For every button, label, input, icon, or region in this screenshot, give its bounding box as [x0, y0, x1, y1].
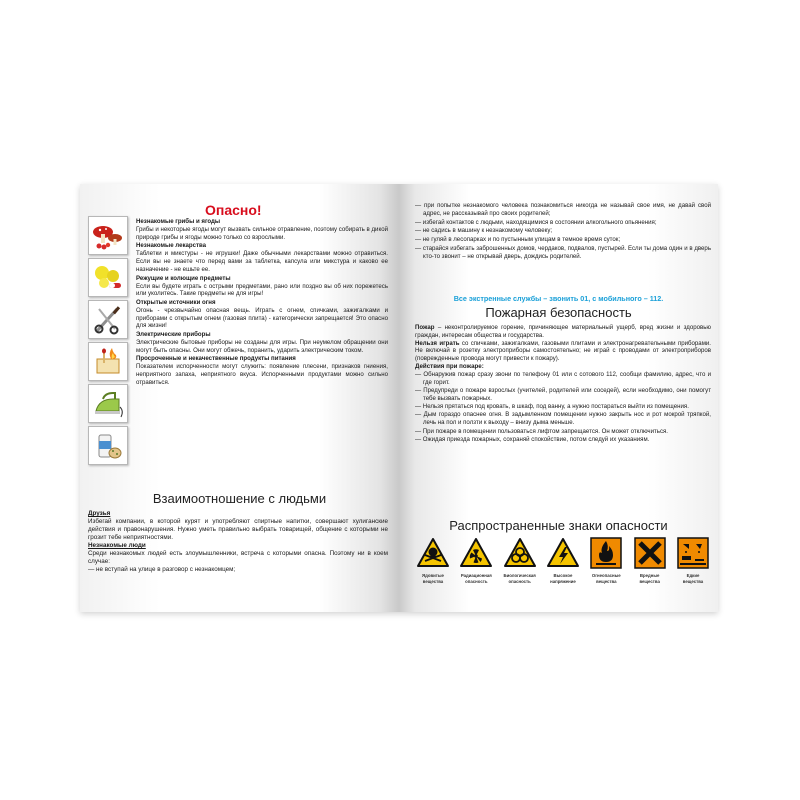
- radiation-icon: [459, 537, 493, 569]
- relations-heading: Взаимоотношение с людьми: [152, 491, 327, 506]
- list-item: — При пожаре в помещении пользоваться лифтом запрещается. Он может отключиться.: [415, 427, 668, 435]
- hazard-signs-row: [413, 537, 713, 584]
- mushroom-berries-icon: [88, 216, 128, 255]
- iron-appliance-icon: [88, 384, 128, 423]
- list-item: — Предупреди о пожаре взрослых (учителей, родителей или соседей), если необходимо, они помогут тебе вызвать пожарных.: [415, 387, 711, 402]
- hazard-signs-heading: Распространенные знаки опасности: [449, 518, 668, 533]
- fire-definition-term: Пожар: [415, 324, 435, 331]
- strangers-text: Среди незнакомых людей есть злоумышленники, встреча с которыми опасна. Поэтому ни в коем случае:: [88, 550, 388, 565]
- flammable-icon: [589, 537, 623, 569]
- sign-label-line: Едкие: [686, 573, 700, 578]
- fire-no-play: [415, 340, 711, 363]
- danger-item: [136, 218, 388, 241]
- danger-item-text: Показателем испорченности могут служить: появление плесени, признаков гниения, неприятного запаха, неприятного вкуса. Испорченными продуктами можно сильно отравиться.: [136, 363, 388, 386]
- sign-label-line: Радиационная: [460, 573, 492, 578]
- fire-no-play-text: со спичками, зажигалками, газовыми плитами и электронагревательными приборами. Не включай в розетку электроприборы самостоятельно; не играй с проводами от электроприборов (поврежденные провода могут привести к пожару).: [415, 339, 711, 363]
- danger-item: [136, 355, 388, 386]
- danger-item: [136, 299, 388, 330]
- sign-label-line: напряжение: [550, 578, 576, 584]
- list-item: — старайся избегать заброшенных домов, чердаков, подвалов, пустырей. Если ты дома один и в дверь кто-то звонит – не открывай дверь, дождись родителей.: [415, 244, 711, 260]
- danger-item-title: Открытые источники огня: [136, 298, 216, 306]
- high-voltage-icon: [546, 537, 580, 569]
- sign-label-line: вещества: [422, 578, 444, 584]
- fire-no-play-term: Нельзя играть: [415, 339, 460, 347]
- book-spread: [80, 184, 718, 612]
- sign-label-line: вещества: [596, 578, 617, 584]
- strangers-rules-list: [415, 202, 711, 262]
- sign-label-line: вещества: [682, 578, 704, 584]
- hazard-sign: [586, 537, 626, 584]
- fire-safety-section: [415, 324, 711, 444]
- danger-item-title: Незнакомые лекарства: [136, 242, 207, 250]
- danger-item-title: Просроченные и некачественные продукты питания: [136, 355, 296, 363]
- list-item: — не гуляй в лесопарках и по пустынным улицам в темное время суток;: [415, 236, 621, 244]
- left-page: [80, 184, 399, 612]
- pills-icon: [88, 258, 128, 297]
- friends-text: Избегай компании, в которой курят и употребляют спиртные напитки, совершают хулиганские действия и правонарушения. Нужно уметь правильно выбрать товарищей, общение с которыми не грозит тебе неприятностями.: [88, 518, 388, 541]
- page-title: Опасно!: [205, 202, 262, 218]
- hazard-sign: [456, 537, 496, 584]
- sign-label-line: Ядовитые: [422, 573, 444, 578]
- list-item: — не садись в машину к незнакомому человеку;: [415, 227, 553, 235]
- list-item: — Дым гораздо опаснее огня. В задымленном помещении нужно закрыть нос и рот мокрой тряпкой, лечь на пол и ползти к выходу – внизу дыма меньше.: [415, 411, 711, 427]
- hazard-sign: [500, 537, 540, 584]
- list-item: — при попытке незнакомого человека познакомиться никогда не называй свое имя, не давай свой адрес, не рассказывай про своих родителей;: [415, 202, 711, 217]
- sign-label-line: Вредные: [639, 573, 660, 578]
- right-page: [399, 184, 718, 612]
- strangers-title: Незнакомые люди: [88, 542, 146, 549]
- fire-safety-heading: Пожарная безопасность: [485, 305, 632, 320]
- danger-item-title: Незнакомые грибы и ягоды: [136, 218, 221, 225]
- sign-label-line: Высокое: [553, 573, 573, 578]
- sign-label-line: опасность: [508, 578, 531, 584]
- hazard-sign: [543, 537, 583, 584]
- fire-definition: [415, 324, 711, 340]
- danger-item: [136, 275, 388, 298]
- sign-label-line: опасность: [465, 578, 488, 584]
- danger-item-text: Таблетки и микстуры - не игрушки! Даже обычными лекарствами можно отравиться. Если вы не знаете что перед вами за таблетка, капсула или микстура и каково ее назначение - не ешьте ее.: [136, 250, 388, 273]
- strangers-bullet: — не вступай на улице в разговор с незнакомцем;: [88, 566, 236, 573]
- biohazard-icon: [503, 537, 537, 569]
- emergency-numbers: Все экстренные службы – звонить 01, с мобильного – 112.: [453, 294, 664, 303]
- danger-item-text: Грибы и некоторые ягоды могут вызвать сильное отравление, поэтому собирать в дикой природе грибы и ягоды можно только со взрослыми.: [136, 226, 388, 241]
- danger-item-text: Огонь - чрезвычайно опасная вещь. Играть с огнем, спичками, зажигалками и приборами с открытым огнем (газовая плита) - категорически запрещается! Это опасно для жизни!: [136, 306, 388, 330]
- harmful-cross-icon: [633, 537, 667, 569]
- danger-item-text: Электрические бытовые приборы не созданы для игры. При неумелом обращении они могут быть опасны. Они могут обжечь, поранить, ударить электрическим током.: [136, 339, 388, 354]
- danger-item: [136, 331, 388, 354]
- list-item: — Нельзя прятаться под кровать, в шкаф, под ванну, а нужно постараться выйти из помещения.: [415, 403, 689, 411]
- list-item: — избегай контактов с людьми, находящимися в состоянии алкогольного опьянения;: [415, 218, 657, 226]
- danger-item: [136, 242, 388, 273]
- friends-title: Друзья: [88, 510, 111, 517]
- relations-section: [88, 510, 388, 574]
- sign-label-line: Огнеопасные: [591, 573, 621, 578]
- list-item: — Обнаружив пожар сразу звони по телефону 01 или с сотового 112, сообщи фамилию, адрес, что и где горит.: [415, 370, 711, 386]
- hazard-sign: [630, 537, 670, 584]
- fire-matches-icon: [88, 342, 128, 381]
- fire-actions-title: Действия при пожаре:: [415, 362, 484, 370]
- spoiled-food-icon: [88, 426, 128, 465]
- scissors-knife-icon: [88, 300, 128, 339]
- danger-items-list: [136, 218, 388, 388]
- danger-item-title: Электрические приборы: [136, 331, 211, 339]
- corrosive-icon: [676, 537, 710, 569]
- danger-item-text: Если вы будете играть с острыми предметами, рано или поздно вы об них порежетесь или уколитесь. Такие предметы не для игры!: [136, 282, 388, 298]
- hazard-sign: [673, 537, 713, 584]
- skull-crossbones-icon: [416, 537, 450, 569]
- fire-definition-text: – неконтролируемое горение, причиняющее материальный ущерб, вред жизни и здоровью граждан, интересам общества и государства.: [415, 324, 711, 339]
- danger-item-title: Режущие и колющие предметы: [136, 274, 231, 282]
- danger-icon-column: [88, 216, 130, 468]
- list-item: — Ожидая приезда пожарных, сохраняй спокойствие, потом следуй их указаниям.: [415, 435, 650, 443]
- hazard-sign: [413, 537, 453, 584]
- sign-label-line: Биологическая: [503, 573, 536, 578]
- sign-label-line: вещества: [639, 578, 660, 584]
